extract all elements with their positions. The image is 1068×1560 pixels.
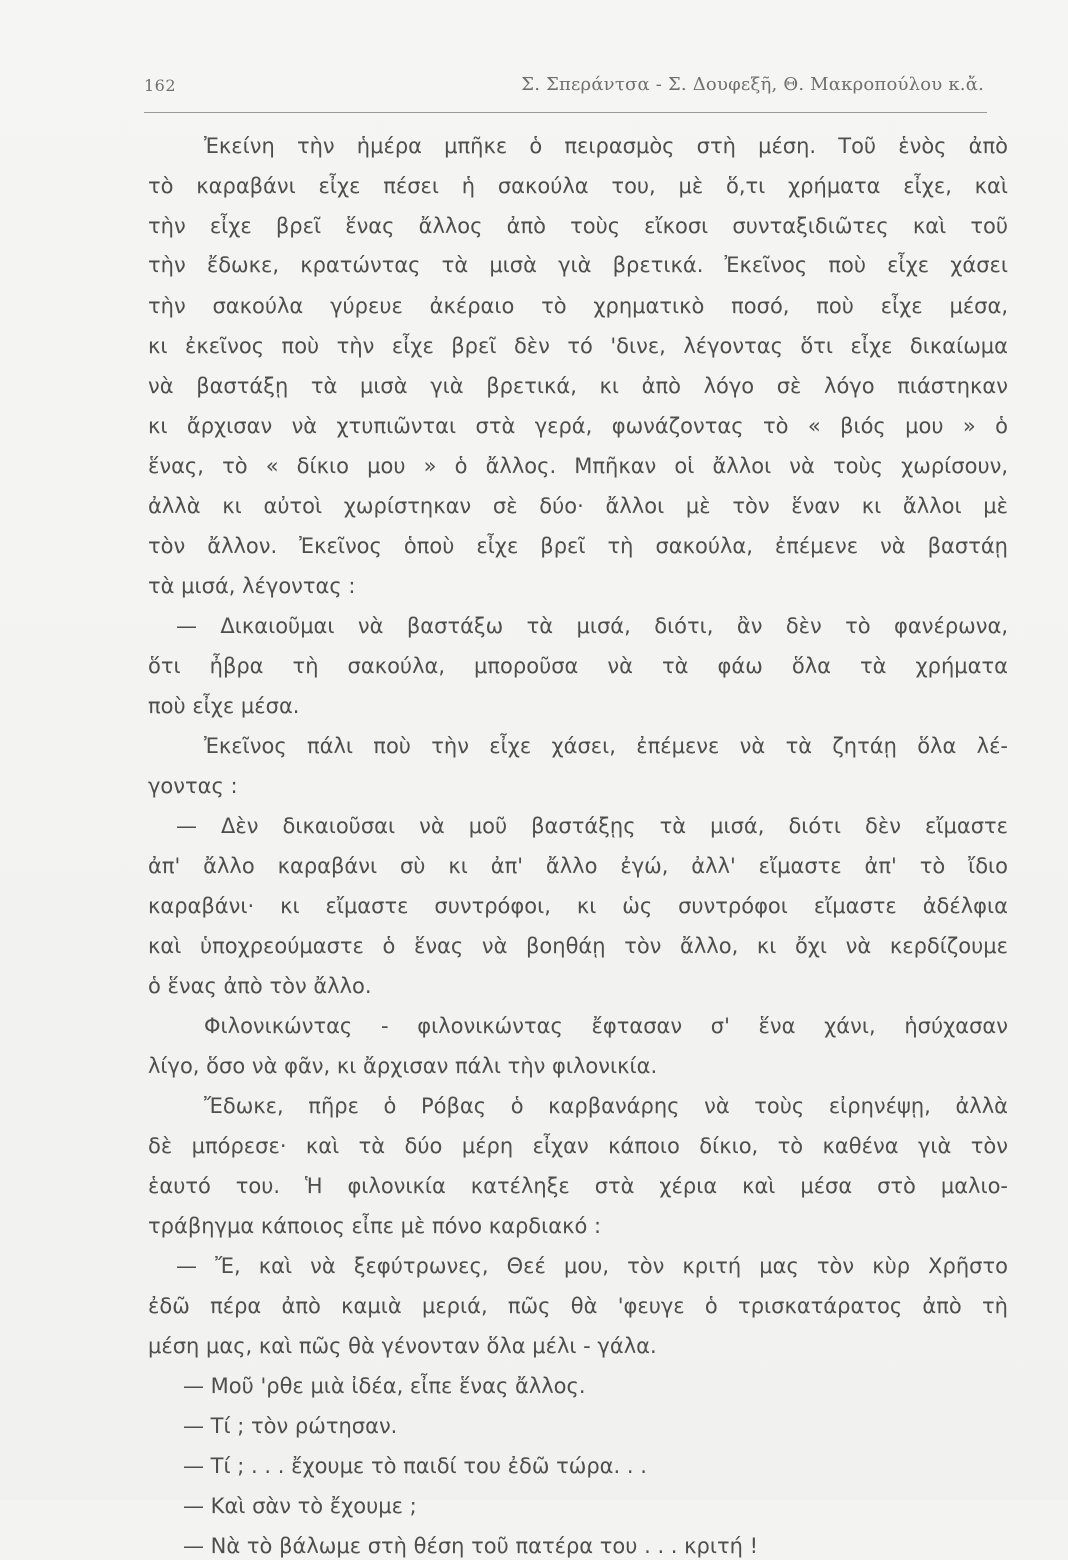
text-line: ποὺ εἶχε μέσα. <box>148 694 300 718</box>
text-line: — Ἔ, καὶ νὰ ξεφύτρωνες, Θεέ μου, τὸν κριτή μας τὸν κὺρ Χρῆστο <box>176 1254 1008 1278</box>
text-line: — Νὰ τὸ βάλωμε στὴ θέση τοῦ πατέρα του . . . κριτή ! <box>183 1534 759 1558</box>
text-line: ὁ ἕνας ἀπὸ τὸν ἄλλο. <box>148 974 372 998</box>
text-line: — Τί ; τὸν ρώτησαν. <box>183 1414 398 1438</box>
text-line: τὰ μισά, λέγοντας : <box>148 574 356 598</box>
text-line: τὴν εἶχε βρεῖ ἕνας ἄλλος ἀπὸ τοὺς εἴκοσι συνταξιδιῶτες καὶ τοῦ <box>148 214 1008 238</box>
text-line: τὴν σακούλα γύρευε ἀκέραιο τὸ χρηματικὸ ποσό, ποὺ εἶχε μέσα, <box>148 294 1008 318</box>
text-line: ἐδῶ πέρα ἀπὸ καμιὰ μεριά, πῶς θὰ 'φευγε ὁ τρισκατάρατος ἀπὸ τὴ <box>148 1294 1008 1318</box>
text-line: — Μοῦ 'ρθε μιὰ ἰδέα, εἶπε ἕνας ἄλλος. <box>183 1374 586 1398</box>
text-line: κι ἄρχισαν νὰ χτυπιῶνται στὰ γερά, φωνάζοντας τὸ « βιός μου » ὁ <box>148 414 1008 438</box>
text-line: τὴν ἔδωκε, κρατώντας τὰ μισὰ γιὰ βρετικά. Ἐκεῖνος ποὺ εἶχε χάσει <box>148 253 1008 277</box>
text-line: κι ἐκεῖνος ποὺ τὴν εἶχε βρεῖ δὲν τό 'δινε, λέγοντας ὅτι εἶχε δικαίωμα <box>148 334 1008 358</box>
text-line: — Τί ; . . . ἔχουμε τὸ παιδί του ἐδῶ τώρα. . . <box>183 1454 647 1478</box>
text-line: Ἔδωκε, πῆρε ὁ Ρόβας ὁ καρβανάρης νὰ τοὺς εἰρηνέψῃ, ἀλλὰ <box>204 1094 1008 1118</box>
text-line: τὸ καραβάνι εἶχε πέσει ἡ σακούλα του, μὲ ὅ,τι χρήματα εἶχε, καὶ <box>148 174 1008 198</box>
text-line: δὲ μπόρεσε· καὶ τὰ δύο μέρη εἶχαν κάποιο δίκιο, τὸ καθένα γιὰ τὸν <box>148 1134 1008 1158</box>
text-line: νὰ βαστάξῃ τὰ μισὰ γιὰ βρετικά, κι ἀπὸ λόγο σὲ λόγο πιάστηκαν <box>148 374 1008 398</box>
text-line: ἀπ' ἄλλο καραβάνι σὺ κι ἀπ' ἄλλο ἐγώ, ἀλλ' εἴμαστε ἀπ' τὸ ἴδιο <box>148 854 1008 878</box>
text-line: καὶ ὑποχρεούμαστε ὁ ἕνας νὰ βοηθάῃ τὸν ἄλλο, κι ὄχι νὰ κερδίζουμε <box>148 934 1008 958</box>
text-line: ἀλλὰ κι αὐτοὶ χωρίστηκαν σὲ δύο· ἄλλοι μὲ τὸν ἕναν κι ἄλλοι μὲ <box>148 494 1008 518</box>
text-line: Ἐκείνη τὴν ἡμέρα μπῆκε ὁ πειρασμὸς στὴ μέση. Τοῦ ἑνὸς ἀπὸ <box>204 134 1008 158</box>
running-head: Σ. Σπεράντσα - Σ. Δουφεξῆ, Θ. Μακροπούλου κ.ἄ. <box>521 74 984 95</box>
text-line: ἕνας, τὸ « δίκιο μου » ὁ ἄλλος. Μπῆκαν οἱ ἄλλοι νὰ τοὺς χωρίσουν, <box>148 454 1008 478</box>
text-line: Ἐκεῖνος πάλι ποὺ τὴν εἶχε χάσει, ἐπέμενε νὰ τὰ ζητάῃ ὅλα λέ- <box>204 734 1008 758</box>
text-line: — Δὲν δικαιοῦσαι νὰ μοῦ βαστάξῃς τὰ μισά, διότι δὲν εἴμαστε <box>176 814 1008 838</box>
text-line: καραβάνι· κι εἴμαστε συντρόφοι, κι ὡς συντρόφοι εἴμαστε ἀδέλφια <box>148 894 1008 918</box>
text-line: Φιλονικώντας - φιλονικώντας ἔφτασαν σ' ἕνα χάνι, ἡσύχασαν <box>204 1014 1008 1038</box>
text-line: γοντας : <box>148 774 238 798</box>
text-line: ὅτι ἦβρα τὴ σακούλα, μποροῦσα νὰ τὰ φάω ὅλα τὰ χρήματα <box>148 654 1008 678</box>
text-line: — Δικαιοῦμαι νὰ βαστάξω τὰ μισά, διότι, ἂν δὲν τὸ φανέρωνα, <box>176 614 1008 638</box>
text-line: τὸν ἄλλον. Ἐκεῖνος ὁποὺ εἶχε βρεῖ τὴ σακούλα, ἐπέμενε νὰ βαστάῃ <box>148 534 1008 558</box>
text-line: — Καὶ σὰν τὸ ἔχουμε ; <box>183 1494 417 1518</box>
text-line: ἑαυτό του. Ἡ φιλονικία κατέληξε στὰ χέρια καὶ μέσα στὸ μαλιο- <box>148 1174 1008 1198</box>
header-rule <box>144 112 987 113</box>
text-line: μέση μας, καὶ πῶς θὰ γένονταν ὅλα μέλι - γάλα. <box>148 1334 657 1358</box>
text-line: τράβηγμα κάποιος εἶπε μὲ πόνο καρδιακό : <box>148 1214 602 1238</box>
page-number: 162 <box>144 76 177 95</box>
text-line: λίγο, ὅσο νὰ φᾶν, κι ἄρχισαν πάλι τὴν φιλονικία. <box>148 1054 658 1078</box>
page-header <box>144 74 984 100</box>
